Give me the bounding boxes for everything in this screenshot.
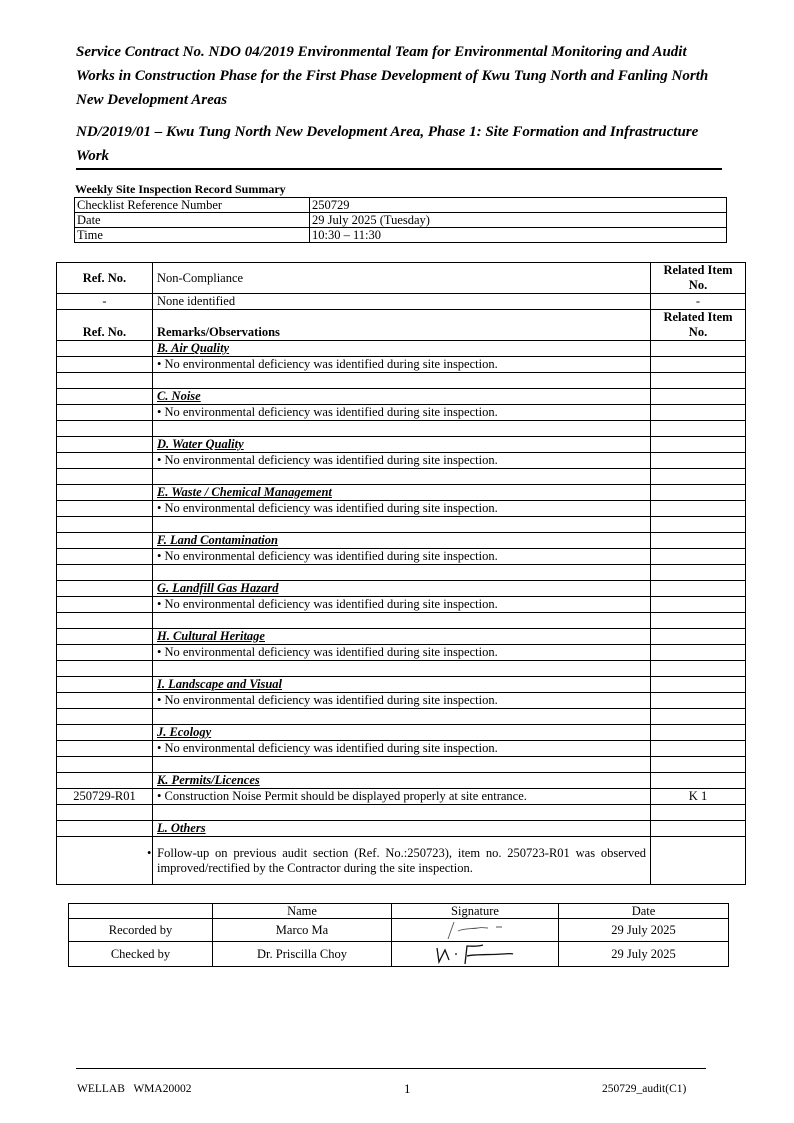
remark-ref [57,453,153,469]
signoff-row [69,919,729,942]
remark-row [57,501,746,517]
section-title: C. Noise [156,389,201,403]
remark-row [57,693,746,709]
signoff-role: Recorded by [69,919,213,942]
col-name-header: Name [213,904,392,919]
summary-label: Checklist Reference Number [75,198,310,213]
contract-title: Service Contract No. NDO 04/2019 Environmental Team for Environmental Monitoring and Audit Works in Construction Phase for the First Phase Development of Kwu Tung North and Fanling North New Development Areas [76,44,709,108]
remark-row [57,837,746,885]
section-title-row [57,437,746,453]
section-title: J. Ecology [156,725,212,739]
section-title-row [57,389,746,405]
remark-ref [57,501,153,517]
section-title-row [57,821,746,837]
remark-row [57,789,746,805]
section-title: B. Air Quality [156,341,230,355]
spacer-row [57,565,746,581]
noncompliance-row [57,294,746,310]
remark-row [57,741,746,757]
section-title-row [57,341,746,357]
summary-row [75,198,727,213]
summary-table [74,197,727,243]
summary-value: 10:30 – 11:30 [310,228,727,243]
col-remarks-header: Remarks/Observations [152,310,650,341]
page-number: 1 [404,1081,411,1096]
footer-left: WELLAB WMA20002 [77,1083,192,1095]
spacer-row [57,709,746,725]
section-title: E. Waste / Chemical Management [156,485,332,499]
remark-text: • No environmental deficiency was identified during site inspection. [157,405,498,419]
document-header [76,40,722,168]
section-title-row [57,725,746,741]
remark-row [57,405,746,421]
col-signature-header: Signature [392,904,559,919]
remark-related: K 1 [651,789,746,805]
inspection-summary [74,182,727,243]
signature-scribble-icon [427,942,523,966]
remark-row [57,645,746,661]
spacer-row [57,613,746,629]
col-ref-header: Ref. No. [57,310,153,341]
remark-related [651,357,746,373]
remark-row [57,549,746,565]
section-title: D. Water Quality [156,437,244,451]
remark-related [651,405,746,421]
section-title: H. Cultural Heritage [156,629,265,643]
section-title: I. Landscape and Visual [156,677,282,691]
remark-text: • Construction Noise Permit should be displayed properly at site entrance. [157,789,527,803]
remark-text: • No environmental deficiency was identified during site inspection. [157,453,498,467]
remark-ref [57,597,153,613]
signature-scribble-icon [430,919,520,941]
spacer-row [57,757,746,773]
remark-ref [57,405,153,421]
col-noncompliance-header: Non-Compliance [152,263,650,294]
section-title: F. Land Contamination [156,533,278,547]
signoff-date: 29 July 2025 [559,919,729,942]
remark-row [57,453,746,469]
section-title: K. Permits/Licences [156,773,260,787]
col-related-header: Related Item No. [651,263,746,294]
summary-label: Date [75,213,310,228]
summary-row [75,213,727,228]
remark-related [651,501,746,517]
observations-table [56,262,746,885]
noncompliance-related: - [651,294,746,310]
signoff-row [69,942,729,967]
noncompliance-header-row [57,263,746,294]
remark-ref: 250729-R01 [57,789,153,805]
noncompliance-desc: None identified [152,294,650,310]
summary-row [75,228,727,243]
remark-ref [57,741,153,757]
spacer-row [57,517,746,533]
section-title-row [57,581,746,597]
remark-text: • No environmental deficiency was identified during site inspection. [157,501,498,515]
remark-related [651,453,746,469]
section-title-row [57,773,746,789]
section-title-row [57,485,746,501]
remark-related [651,741,746,757]
remark-text: • No environmental deficiency was identified during site inspection. [157,597,498,611]
remark-ref [57,693,153,709]
signoff-name: Dr. Priscilla Choy [213,942,392,967]
remark-related [651,597,746,613]
remark-row [57,597,746,613]
remark-text: • No environmental deficiency was identified during site inspection. [157,693,498,707]
header-divider [76,168,722,170]
spacer-row [57,661,746,677]
remark-related [651,549,746,565]
remark-ref [57,645,153,661]
signoff-name: Marco Ma [213,919,392,942]
signature [392,942,559,967]
signoff-table [68,903,729,967]
remarks-header-row [57,310,746,341]
summary-label: Time [75,228,310,243]
remark-related [651,645,746,661]
signature [392,919,559,942]
summary-value: 29 July 2025 (Tuesday) [310,213,727,228]
remark-text: • No environmental deficiency was identified during site inspection. [157,549,498,563]
spacer-row [57,421,746,437]
spacer-row [57,373,746,389]
section-title: L. Others [156,821,206,835]
project-title: ND/2019/01 – Kwu Tung North New Development Area, Phase 1: Site Formation and Infrastructure Work [76,124,699,164]
remark-ref [57,357,153,373]
remark-text: • Follow-up on previous audit section (Ref. No.:250723), item no. 250723-R01 was observed improved/rectified by the Contractor during the site inspection. [147,846,646,875]
remark-ref [57,549,153,565]
section-title: G. Landfill Gas Hazard [156,581,279,595]
footer-divider [76,1068,706,1069]
signoff-date: 29 July 2025 [559,942,729,967]
spacer-row [57,805,746,821]
remark-text: • No environmental deficiency was identified during site inspection. [157,357,498,371]
noncompliance-ref: - [57,294,153,310]
footer-right: 250729_audit(C1) [602,1083,687,1095]
signoff-header-row [69,904,729,919]
remark-text: • No environmental deficiency was identified during site inspection. [157,741,498,755]
signoff-role: Checked by [69,942,213,967]
spacer-row [57,469,746,485]
remark-text: • No environmental deficiency was identified during site inspection. [157,645,498,659]
col-ref-header: Ref. No. [57,263,153,294]
col-related-header: Related Item No. [651,310,746,341]
remark-related [651,693,746,709]
remark-row [57,357,746,373]
summary-title: Weekly Site Inspection Record Summary [75,182,286,196]
summary-value: 250729 [310,198,727,213]
section-title-row [57,677,746,693]
col-date-header: Date [559,904,729,919]
section-title-row [57,629,746,645]
section-title-row [57,533,746,549]
